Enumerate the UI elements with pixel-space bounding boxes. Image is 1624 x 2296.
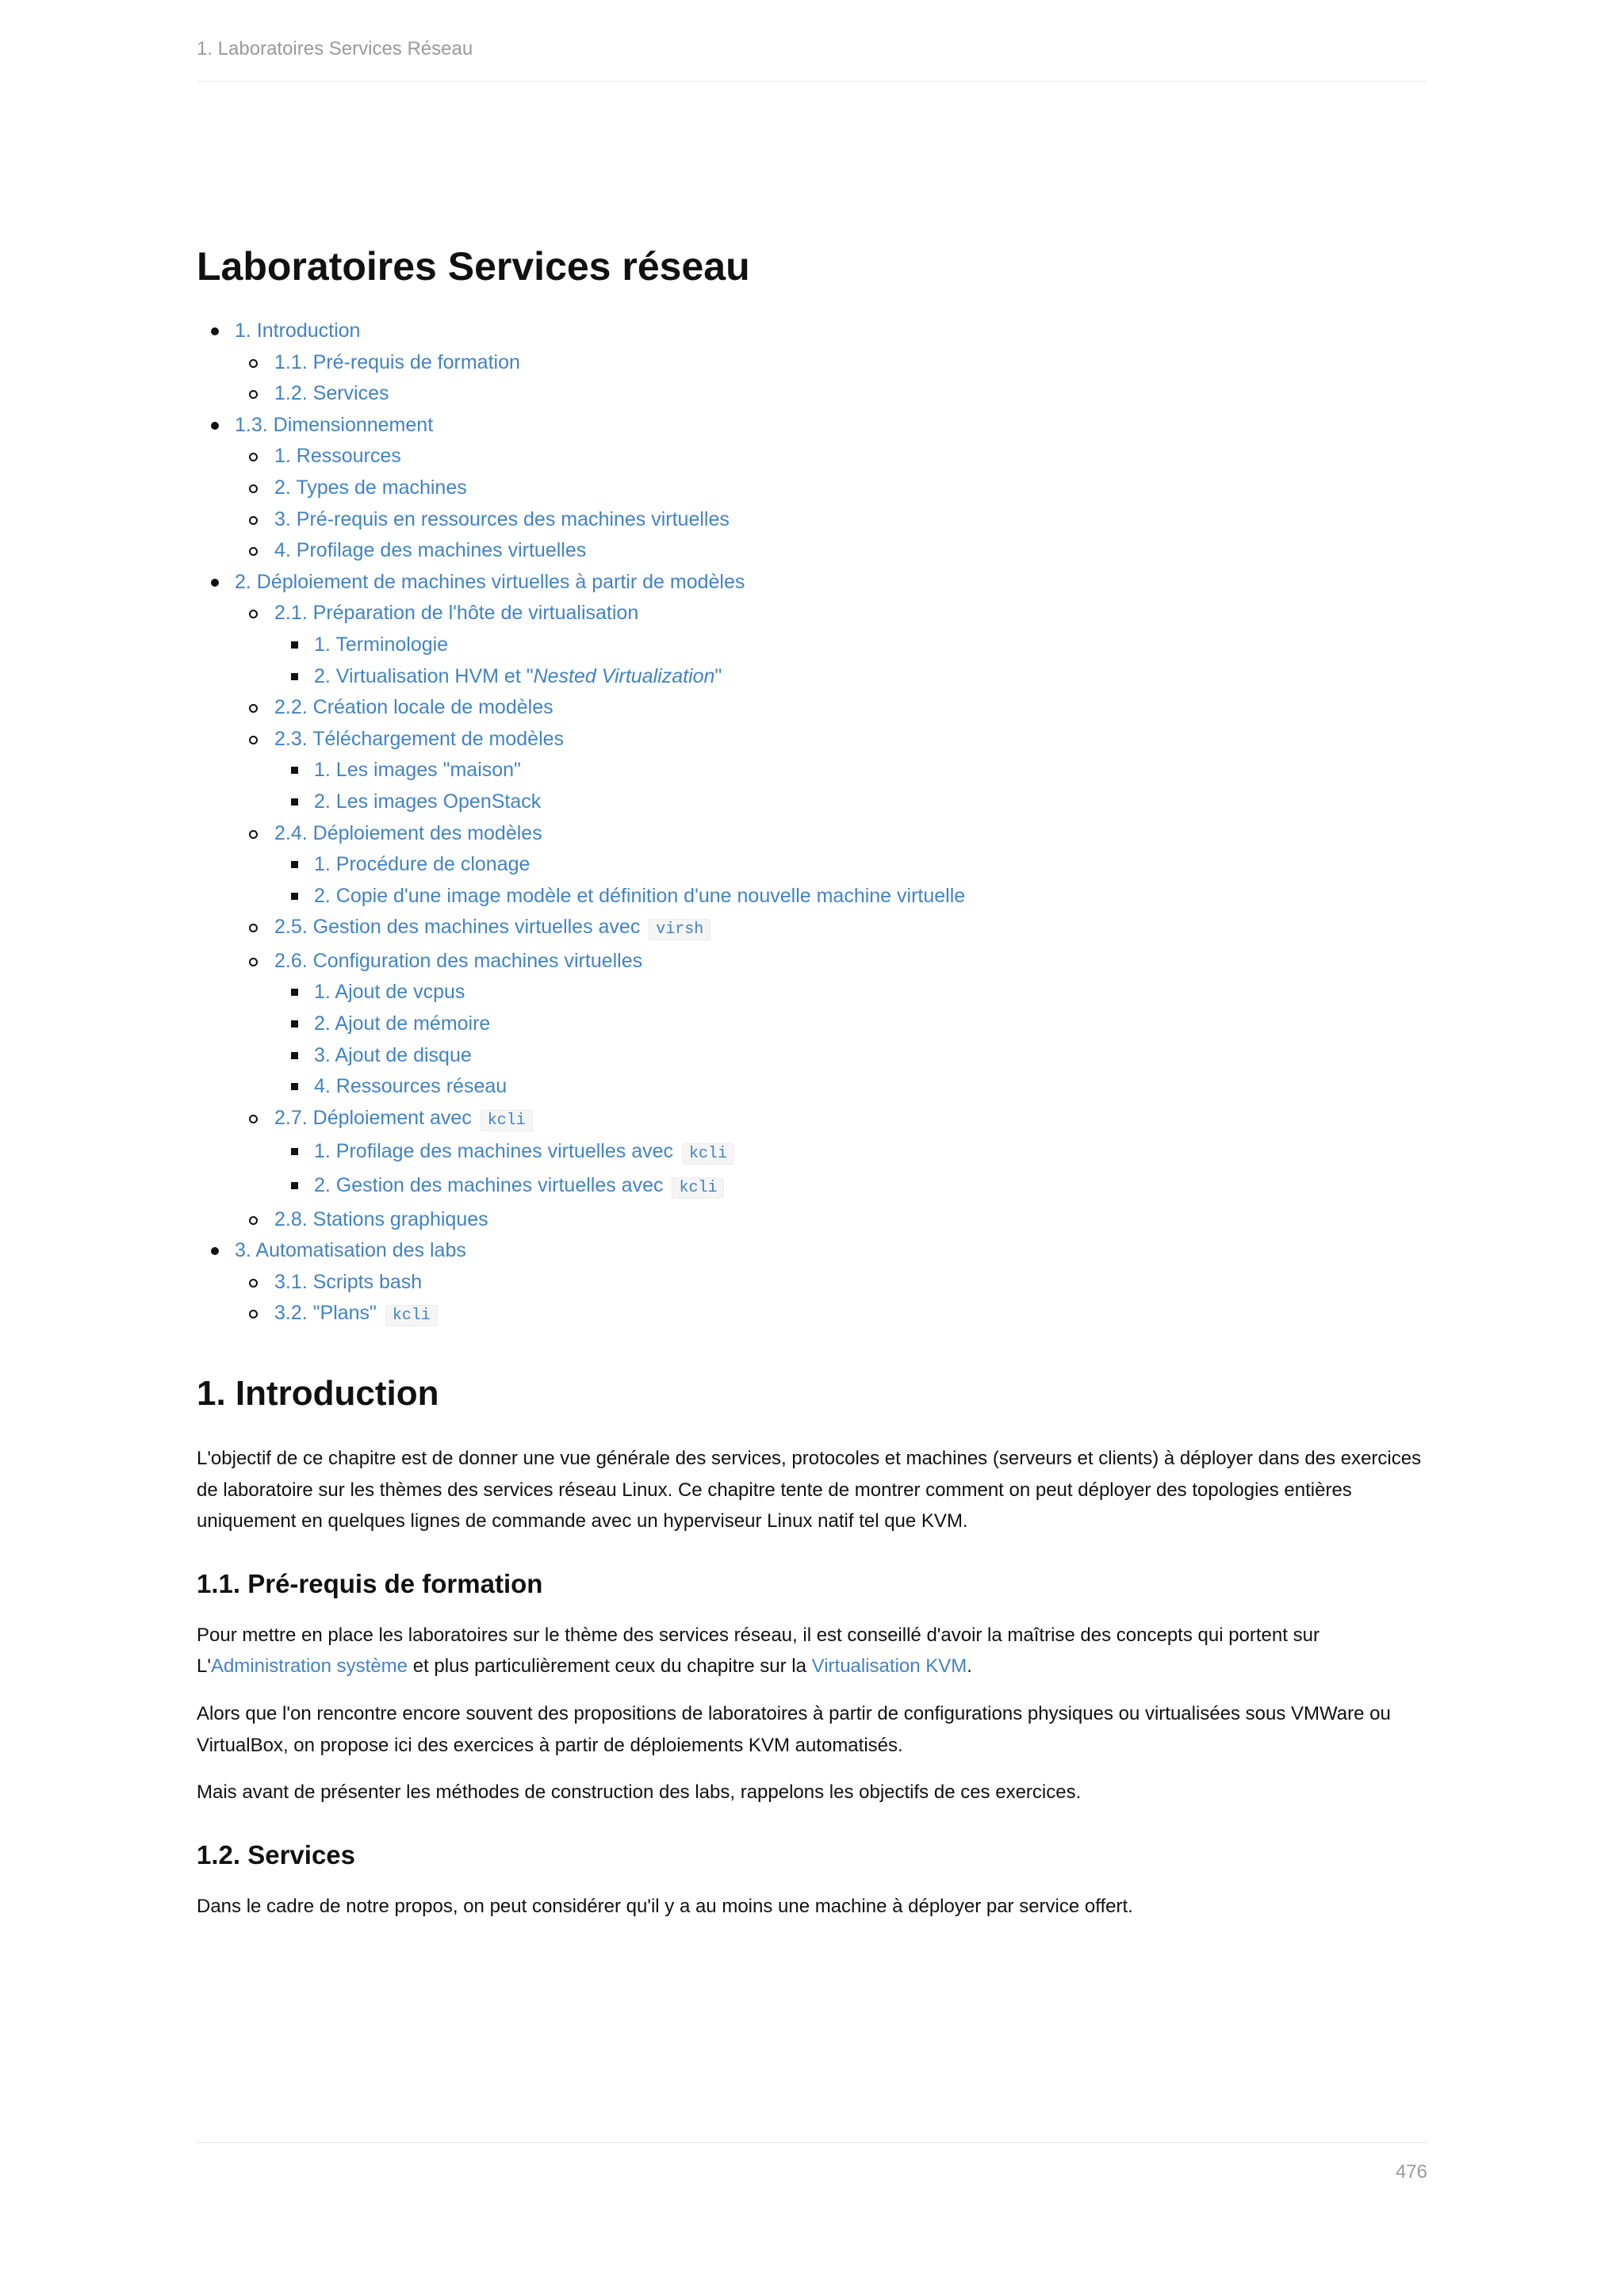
toc-item-1-ressources	[235, 441, 1427, 473]
bullet-circle-icon	[249, 547, 258, 556]
bullet-circle-icon	[249, 610, 258, 618]
toc-link-text: 2. Déploiement de machines virtuelles à partir de modèles	[235, 570, 745, 593]
bullet-square-icon	[291, 1083, 298, 1090]
toc-item-1-1-pre-requis-de-formation	[235, 347, 1427, 379]
toc-link[interactable]	[274, 696, 553, 718]
toc-link-text: 2.5. Gestion des machines virtuelles avec	[274, 916, 641, 939]
toc-item-2-2-creation-locale-de-modeles	[235, 692, 1427, 724]
prereq-paragraph-1	[197, 1620, 1427, 1682]
toc-link-text: 2.4. Déploiement des modèles	[274, 821, 542, 844]
toc-link-text: 2.3. Téléchargement de modèles	[274, 727, 565, 750]
toc-link[interactable]	[314, 885, 965, 907]
toc-link-text: 3.2. "Plans"	[274, 1302, 377, 1325]
bullet-square-icon	[291, 1052, 298, 1059]
toc-sublist	[235, 1267, 1427, 1332]
toc-link[interactable]	[314, 790, 541, 813]
bullet-circle-icon	[249, 1279, 258, 1288]
toc-link[interactable]	[314, 981, 465, 1003]
toc-link[interactable]	[235, 1239, 466, 1261]
running-header: 1. Laboratoires Services Réseau	[197, 38, 1427, 82]
toc-item-3-2-plans	[235, 1298, 1427, 1332]
bullet-circle-icon	[249, 924, 258, 932]
toc-link[interactable]	[274, 950, 642, 972]
bullet-circle-icon	[249, 736, 258, 744]
toc-link-text: 1. Ressources	[274, 445, 401, 468]
bullet-square-icon	[291, 1182, 298, 1189]
bullet-disc-icon	[211, 422, 219, 430]
inline-code: kcli	[385, 1305, 438, 1326]
page-title: Laboratoires Services réseau	[197, 244, 750, 289]
bullet-circle-icon	[249, 453, 258, 461]
toc-sublist	[235, 441, 1427, 566]
bullet-square-icon	[291, 893, 298, 900]
inline-code: virsh	[649, 919, 710, 940]
toc-item-1-2-services	[235, 378, 1427, 410]
toc-link[interactable]	[274, 508, 730, 530]
toc-link-text: 3. Ajout de disque	[314, 1043, 472, 1066]
toc-item-2-3-telechargement-de-modeles	[235, 724, 1427, 818]
toc-link[interactable]	[314, 1140, 734, 1162]
toc-link[interactable]	[274, 1208, 488, 1230]
toc-link[interactable]	[314, 759, 521, 781]
toc-link-text: 3. Pré-requis en ressources des machines virtuelles	[274, 507, 730, 530]
toc-link-text: 1.3. Dimensionnement	[235, 413, 434, 436]
toc-item-2-virtualisation-hvm-et	[274, 661, 1427, 693]
inline-code: kcli	[672, 1177, 724, 1199]
toc-link-text: 2. Les images OpenStack	[314, 790, 542, 813]
toc-item-1-introduction	[197, 316, 1427, 410]
toc-link-text: 2. Types de machines	[274, 476, 467, 499]
toc-item-1-ajout-de-vcpus	[274, 977, 1427, 1008]
toc-item-2-deploiement-de-machines-virtuelles-a-p	[197, 567, 1427, 1235]
bullet-circle-icon	[249, 359, 258, 368]
toc-link[interactable]	[314, 1012, 490, 1035]
toc-item-4-profilage-des-machines-virtuelles	[235, 535, 1427, 567]
toc-link-text: 2.2. Création locale de modèles	[274, 696, 553, 719]
toc-item-2-les-images-openstack	[274, 786, 1427, 818]
bullet-circle-icon	[249, 484, 258, 493]
toc-link-text: 1.1. Pré-requis de formation	[274, 350, 520, 373]
section-heading-prerequis: 1.1. Pré-requis de formation	[197, 1568, 543, 1598]
toc-link[interactable]	[274, 1107, 533, 1129]
toc-item-2-6-configuration-des-machines-virtuelle	[235, 946, 1427, 1103]
toc-link[interactable]	[314, 1174, 724, 1196]
bullet-circle-icon	[249, 1115, 258, 1123]
toc-item-2-ajout-de-memoire	[274, 1008, 1427, 1040]
toc-link[interactable]	[274, 445, 401, 467]
toc-sublist	[274, 849, 1427, 912]
link-administration-systeme[interactable]: Administration système	[210, 1655, 408, 1678]
toc-link[interactable]	[274, 351, 520, 373]
section-heading-services: 1.2. Services	[197, 1839, 355, 1869]
toc-link[interactable]	[274, 728, 564, 750]
bullet-square-icon	[291, 989, 298, 996]
toc-link[interactable]	[274, 1271, 422, 1293]
toc-item-2-8-stations-graphiques	[235, 1204, 1427, 1236]
toc-link-text: 4. Ressources réseau	[314, 1075, 508, 1098]
toc-item-2-5-gestion-des-machines-virtuelles-avec	[235, 912, 1427, 946]
toc-link[interactable]	[235, 571, 745, 593]
prereq-text-2: et plus particulièrement ceux du chapitre sur la	[408, 1655, 812, 1678]
toc-link-text: 1.2. Services	[274, 382, 389, 405]
toc-link[interactable]	[314, 853, 530, 875]
toc-item-2-gestion-des-machines-virtuelles-avec	[274, 1170, 1427, 1204]
toc-link[interactable]	[235, 320, 360, 342]
bullet-square-icon	[291, 767, 298, 774]
bullet-circle-icon	[249, 958, 258, 966]
toc-item-2-7-deploiement-avec	[235, 1103, 1427, 1204]
toc-item-2-types-de-machines	[235, 473, 1427, 504]
bullet-circle-icon	[249, 1216, 258, 1225]
bullet-circle-icon	[249, 830, 258, 839]
toc-link[interactable]	[274, 1302, 438, 1324]
toc-item-1-procedure-de-clonage	[274, 849, 1427, 881]
toc-sublist	[274, 1136, 1427, 1203]
toc-item-1-les-images-maison	[274, 755, 1427, 786]
toc-link[interactable]	[274, 539, 586, 561]
toc-item-1-terminologie	[274, 629, 1427, 661]
bullet-circle-icon	[249, 390, 258, 399]
toc-link-text: 2.7. Déploiement avec	[274, 1106, 472, 1129]
services-paragraph: Dans le cadre de notre propos, on peut considérer qu'il y a au moins une machine à déployer par service offert.	[197, 1895, 1133, 1917]
toc-link-text: 1. Ajout de vcpus	[314, 981, 465, 1004]
link-virtualisation-kvm[interactable]: Virtualisation KVM	[811, 1655, 967, 1678]
toc-item-2-4-deploiement-des-modeles	[235, 818, 1427, 913]
bullet-circle-icon	[249, 704, 258, 713]
toc-link[interactable]	[314, 1044, 472, 1066]
toc-link-text: 2.8. Stations graphiques	[274, 1207, 488, 1230]
intro-paragraph: L'objectif de ce chapitre est de donner une vue générale des services, protocoles et machines (serveurs et clients) à déployer dans des exercices de laboratoire sur les thèmes des services réseau Linux. Ce chapitre tente de montrer comment on peut déployer des topologies entières uniquement en quelques lignes de commande avec un hyperviseur Linux natif tel que KVM.	[197, 1448, 1422, 1533]
page-number: 476	[1395, 2161, 1427, 2183]
toc-link[interactable]	[274, 476, 467, 499]
toc-link-text: 2.1. Préparation de l'hôte de virtualisation	[274, 602, 639, 625]
toc-link-text: 1. Procédure de clonage	[314, 853, 530, 876]
toc-link-text: 2.6. Configuration des machines virtuelles	[274, 949, 643, 972]
bullet-square-icon	[291, 673, 298, 680]
toc-link[interactable]	[314, 1075, 507, 1097]
toc-link-text: 1. Terminologie	[314, 633, 449, 656]
toc-link-emphasis: Nested Virtualization	[533, 664, 715, 687]
toc-link-text: "	[714, 664, 722, 687]
toc-item-4-ressources-reseau	[274, 1071, 1427, 1103]
bullet-square-icon	[291, 798, 298, 806]
toc-link[interactable]	[274, 602, 638, 624]
inline-code: kcli	[682, 1143, 734, 1165]
bullet-square-icon	[291, 641, 298, 649]
toc-sublist	[274, 977, 1427, 1102]
toc-sublist	[274, 629, 1427, 692]
inline-code: kcli	[481, 1110, 533, 1131]
bullet-square-icon	[291, 861, 298, 868]
toc-item-3-ajout-de-disque	[274, 1040, 1427, 1072]
toc-item-2-copie-d-une-image-modele-et-definition	[274, 881, 1427, 913]
toc-item-3-1-scripts-bash	[235, 1267, 1427, 1299]
toc-item-1-profilage-des-machines-virtuelles-avec	[274, 1136, 1427, 1170]
toc-link-text: 2. Virtualisation HVM et "	[314, 664, 534, 687]
section-heading-introduction: 1. Introduction	[197, 1374, 439, 1413]
toc-link[interactable]	[274, 382, 389, 404]
prereq-paragraph-2: Alors que l'on rencontre encore souvent des propositions de laboratoires à partir de configurations physiques ou virtualisées sous VMWare ou VirtualBox, on propose ici des exercices à partir de déploiements KVM automatisés.	[197, 1702, 1391, 1756]
toc-link[interactable]	[235, 414, 433, 436]
toc-sublist	[274, 755, 1427, 817]
toc-link-text: 1. Les images "maison"	[314, 759, 521, 782]
toc-link-text: 3.1. Scripts bash	[274, 1270, 423, 1293]
toc-item-3-pre-requis-en-ressources-des-machines-	[235, 504, 1427, 536]
prereq-paragraph-3: Mais avant de présenter les méthodes de construction des labs, rappelons les objectifs de ces exercices.	[197, 1781, 1082, 1804]
toc-link-text: 1. Introduction	[235, 320, 361, 342]
bullet-square-icon	[291, 1148, 298, 1155]
prereq-text-3: .	[967, 1655, 972, 1678]
toc-link[interactable]	[314, 633, 448, 656]
bullet-disc-icon	[211, 1247, 219, 1255]
toc-link-text: 2. Gestion des machines virtuelles avec	[314, 1174, 664, 1197]
toc-link-text: 1. Profilage des machines virtuelles avec	[314, 1140, 674, 1163]
toc-item-2-1-preparation-de-l-hote-de-virtualisat	[235, 598, 1427, 692]
toc-link[interactable]	[274, 916, 710, 938]
toc-sublist	[235, 598, 1427, 1235]
toc-link-text: 3. Automatisation des labs	[235, 1239, 466, 1262]
bullet-disc-icon	[211, 327, 219, 335]
toc-item-1-3-dimensionnement	[197, 410, 1427, 567]
bullet-square-icon	[291, 1020, 298, 1027]
prereq-text-1: Pour mettre en place les laboratoires sur le thème des services réseau, il est conseillé d'avoir la maîtrise des concepts qui portent sur L'	[197, 1624, 1320, 1678]
toc-link-text: 2. Copie d'une image modèle et définition d'une nouvelle machine virtuelle	[314, 884, 966, 907]
toc-sublist	[235, 347, 1427, 410]
document-content	[197, 238, 1427, 1938]
bullet-circle-icon	[249, 1310, 258, 1318]
footer-divider	[197, 2142, 1427, 2143]
toc-link-text: 2. Ajout de mémoire	[314, 1012, 491, 1035]
table-of-contents	[197, 316, 1427, 1332]
toc-item-3-automatisation-des-labs	[197, 1235, 1427, 1332]
bullet-circle-icon	[249, 516, 258, 525]
toc-link[interactable]	[314, 665, 722, 687]
bullet-disc-icon	[211, 579, 219, 587]
toc-link-text: 4. Profilage des machines virtuelles	[274, 539, 587, 562]
toc-link[interactable]	[274, 822, 542, 844]
